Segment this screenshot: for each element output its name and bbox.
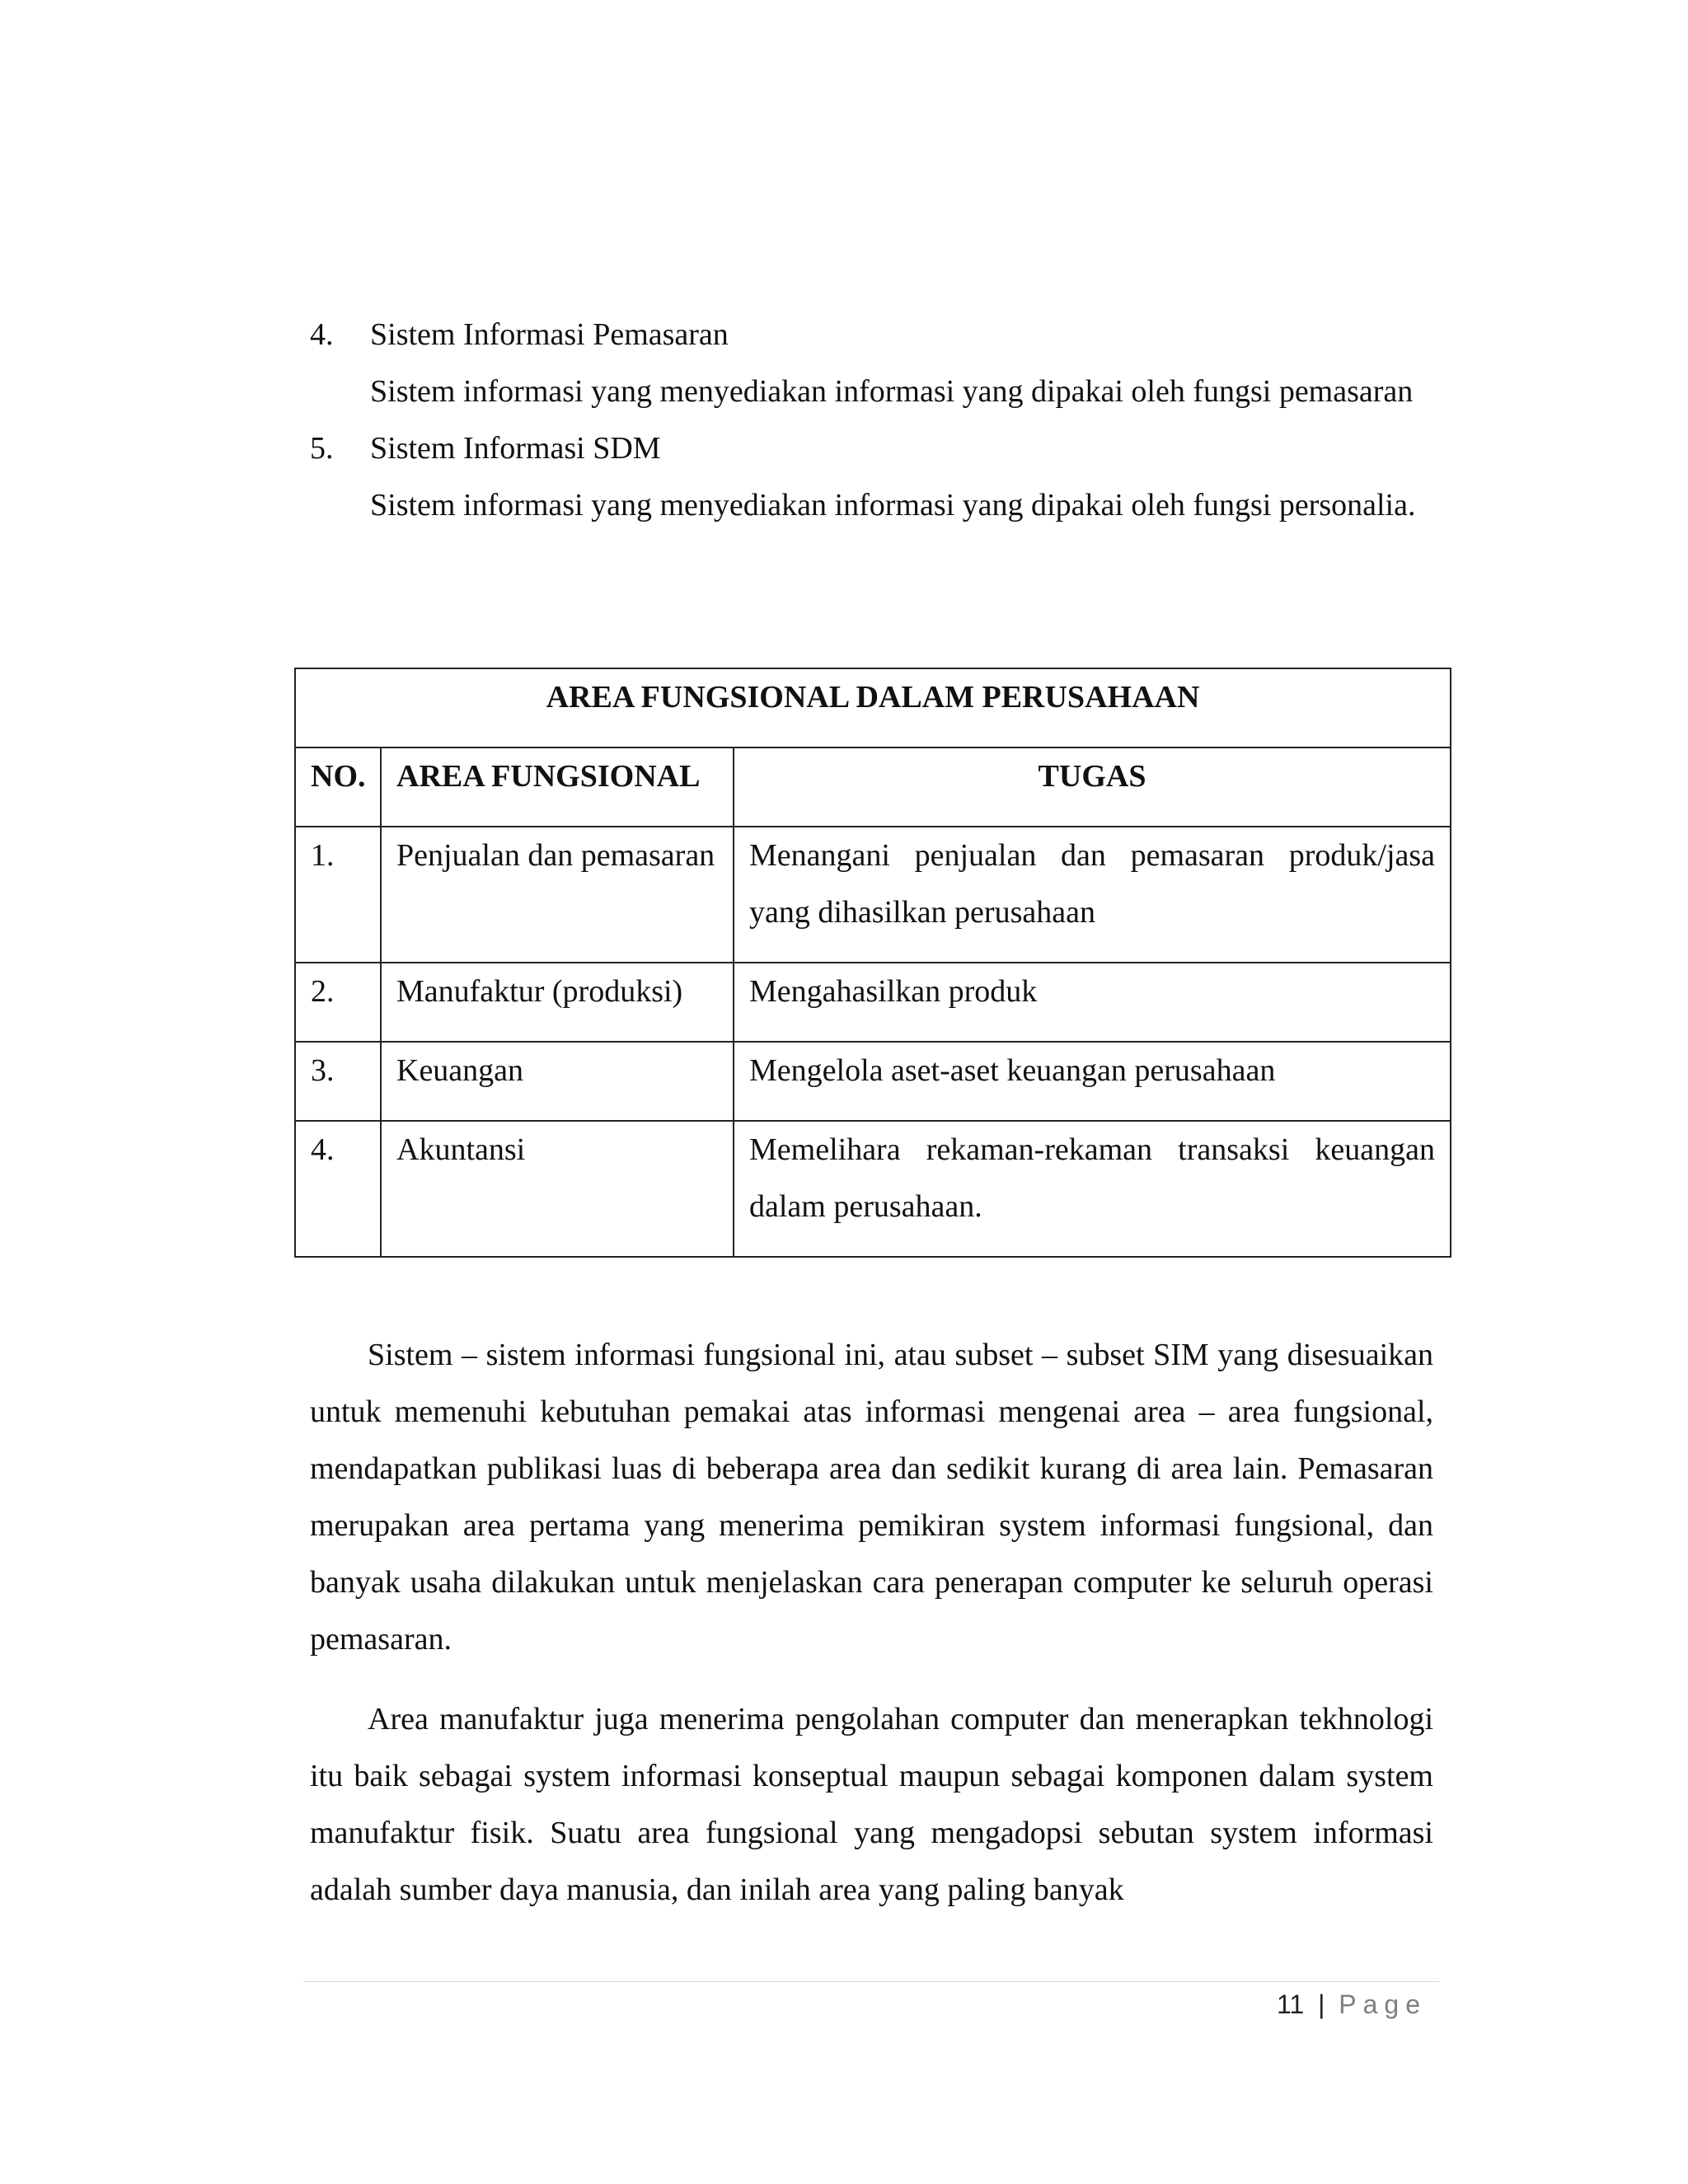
cell-area: Penjualan dan pemasaran xyxy=(381,827,734,963)
column-header-area: AREA FUNGSIONAL xyxy=(381,748,734,827)
cell-area: Keuangan xyxy=(381,1042,734,1121)
cell-no: 2. xyxy=(295,963,381,1042)
numbered-list xyxy=(310,307,1433,534)
list-item-title: Sistem Informasi SDM xyxy=(370,431,661,466)
list-item xyxy=(310,420,1433,534)
column-header-no: NO. xyxy=(295,748,381,827)
cell-tugas: Mengelola aset-aset keuangan perusahaan xyxy=(734,1042,1451,1121)
table-row xyxy=(295,1121,1451,1257)
table-row xyxy=(295,1042,1451,1121)
column-header-tugas: TUGAS xyxy=(734,748,1451,827)
cell-tugas: Memelihara rekaman-rekaman transaksi keuangan dalam perusahaan. xyxy=(734,1121,1451,1257)
list-item-description: Sistem informasi yang menyediakan informasi yang dipakai oleh fungsi pemasaran xyxy=(370,374,1414,409)
page-footer xyxy=(1277,1980,1427,2029)
table-header-row xyxy=(295,748,1451,827)
cell-no: 4. xyxy=(295,1121,381,1257)
footer-divider xyxy=(303,1981,1439,1982)
list-item-title: Sistem Informasi Pemasaran xyxy=(370,317,729,352)
page-label: Page xyxy=(1339,1990,1427,2019)
footer-separator: | xyxy=(1318,1990,1325,2019)
cell-area: Akuntansi xyxy=(381,1121,734,1257)
table-row xyxy=(295,963,1451,1042)
cell-tugas: Mengahasilkan produk xyxy=(734,963,1451,1042)
cell-no: 3. xyxy=(295,1042,381,1121)
body-paragraph: Area manufaktur juga menerima pengolahan computer dan menerapkan tekhnologi itu baik sebagai system informasi konseptual maupun sebagai komponen dalam system manufaktur fisik. Suatu area fungsional yang mengadopsi sebutan system informasi adalah sumber daya manusia, dan inilah area yang paling banyak xyxy=(310,1702,1433,1907)
list-item-number: 4. xyxy=(310,317,334,352)
cell-area: Manufaktur (produksi) xyxy=(381,963,734,1042)
list-item-number: 5. xyxy=(310,431,334,466)
table-row xyxy=(295,827,1451,963)
list-item-description: Sistem informasi yang menyediakan informasi yang dipakai oleh fungsi personalia. xyxy=(370,488,1416,523)
page-number: 11 xyxy=(1276,1990,1305,2019)
list-item xyxy=(310,307,1433,420)
table-title: AREA FUNGSIONAL DALAM PERUSAHAAN xyxy=(295,668,1451,748)
cell-no: 1. xyxy=(295,827,381,963)
functional-area-table xyxy=(294,668,1451,1258)
body-paragraph: Sistem – sistem informasi fungsional ini, atau subset – subset SIM yang disesuaikan untuk memenuhi kebutuhan pemakai atas informasi mengenai area – area fungsional, mendapatkan publikasi luas di beberapa area dan sedikit kurang di area lain. Pemasaran merupakan area pertama yang menerima pemikiran system informasi fungsional, dan banyak usaha dilakukan untuk menjelaskan cara penerapan computer ke seluruh operasi pemasaran. xyxy=(310,1338,1433,1657)
cell-tugas: Menangani penjualan dan pemasaran produk/jasa yang dihasilkan perusahaan xyxy=(734,827,1451,963)
